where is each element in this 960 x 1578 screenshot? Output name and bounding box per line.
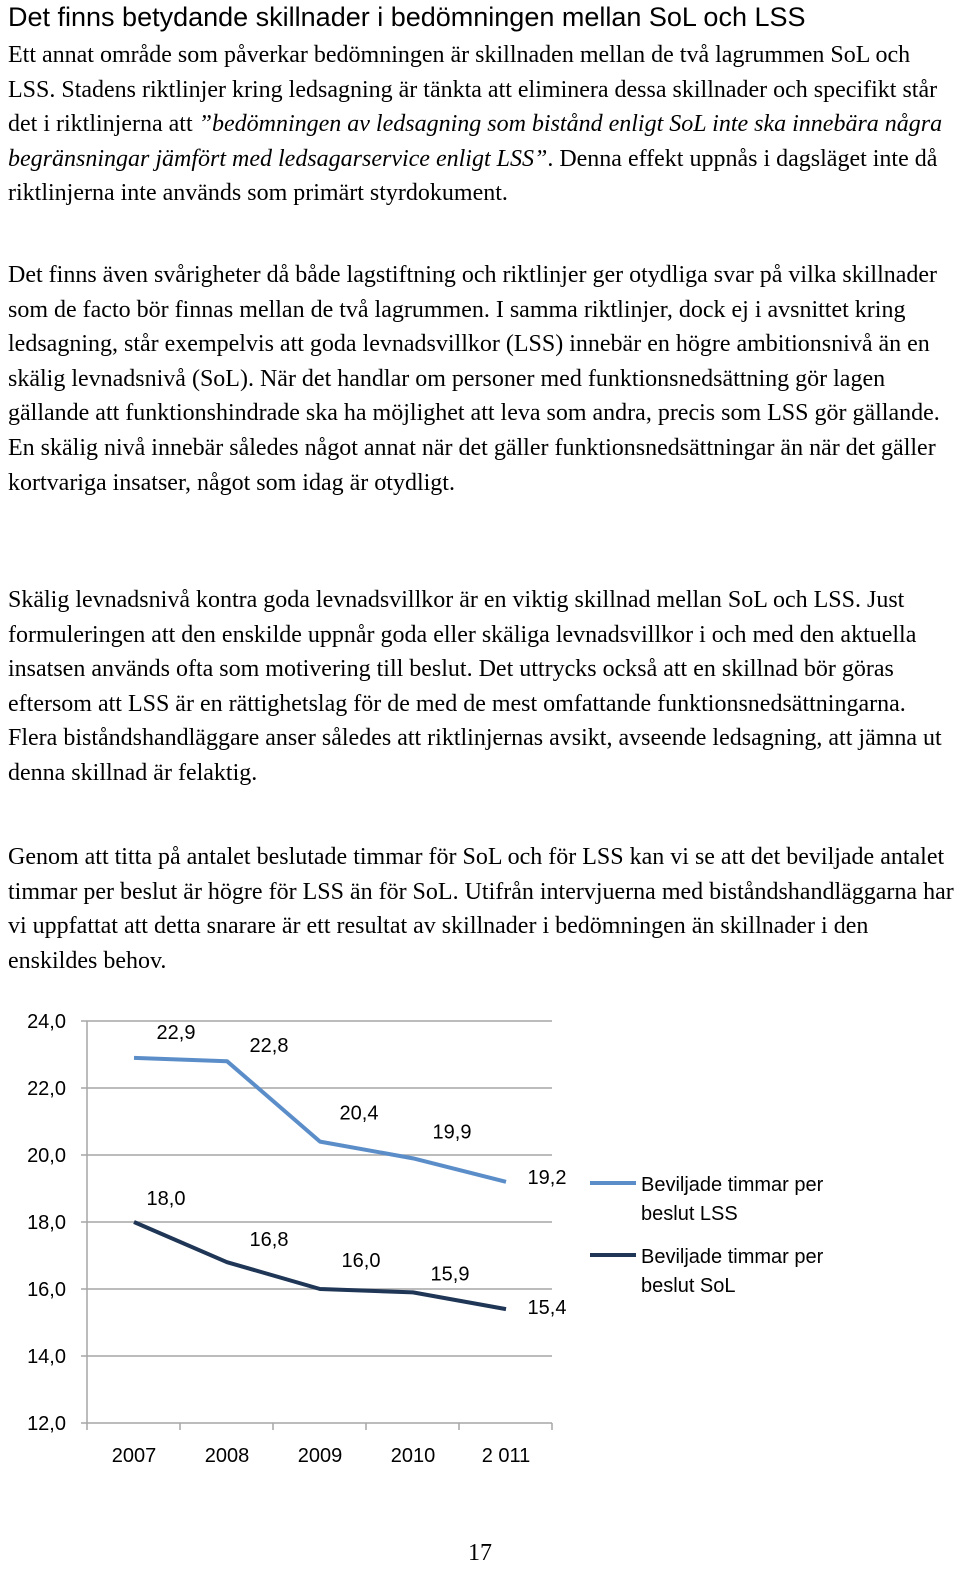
legend-label: beslut SoL	[641, 1275, 736, 1297]
x-tick-label: 2010	[390, 1445, 436, 1467]
y-tick-label: 16,0	[27, 1279, 66, 1301]
page-number: 17	[468, 1540, 492, 1566]
paragraph-1-text-b: . Denna effekt uppnås i dagsläget inte då riktlinjerna inte används som primärt styrdokument.	[8, 145, 938, 207]
data-label: 19,2	[527, 1166, 567, 1189]
data-label: 18,0	[146, 1188, 186, 1210]
y-tick-label: 14,0	[27, 1346, 66, 1368]
data-label: 22,8	[249, 1035, 289, 1058]
data-label: 16,0	[341, 1250, 381, 1272]
legend-label: beslut LSS	[641, 1203, 738, 1225]
y-tick-label: 20,0	[27, 1145, 66, 1167]
x-tick-label: 2007	[111, 1445, 157, 1467]
y-tick-label: 24,0	[27, 1011, 66, 1033]
y-tick-label: 12,0	[27, 1413, 66, 1435]
legend-label: Beviljade timmar per	[641, 1174, 824, 1196]
legend-label: Beviljade timmar per	[641, 1246, 824, 1268]
data-label: 16,8	[249, 1229, 289, 1252]
data-label: 19,9	[432, 1121, 472, 1144]
paragraph-1	[8, 38, 956, 211]
series-line	[134, 1058, 506, 1182]
x-tick-label: 2009	[297, 1445, 343, 1467]
y-tick-label: 22,0	[27, 1078, 66, 1100]
data-label: 22,9	[156, 1021, 196, 1044]
data-label: 15,4	[527, 1297, 567, 1320]
x-tick-label: 2008	[204, 1445, 250, 1467]
x-tick-label: 2 011	[481, 1445, 531, 1467]
paragraph-2: Det finns även svårigheter då både lagstiftning och riktlinjer ger otydliga svar på vilka skillnader som de facto bör finnas mellan de två lagrummen. I samma riktlinjer, dock ej i avsnittet kring ledsagning, står exempelvis att goda levnadsvillkor (LSS) innebär en högre ambitionsnivå än en skälig levnadsnivå (SoL). När det handlar om personer med funktionsnedsättning gör lagen gällande att funktionshindrade ska ha möjlighet att leva som andra, precis som LSS gör gällande. En skälig nivå innebär således något annat när det gäller funktionsnedsättningar än när det gäller kortvariga insatser, något som idag är otydligt.	[8, 262, 940, 496]
section-heading: Det finns betydande skillnader i bedömningen mellan SoL och LSS	[8, 2, 806, 32]
data-label: 15,9	[430, 1263, 470, 1286]
paragraph-1-text-a: Ett annat område som påverkar bedömningen är skillnaden mellan de två lagrummen SoL och LSS. Stadens riktlinjer kring ledsagning är tänkta att eliminera dessa skillnader och specifikt står det i riktlinjerna att	[8, 42, 938, 138]
paragraph-1-quote: ”bedömningen av ledsagning som bistånd enligt SoL inte ska innebära några begränsningar jämfört med ledsagarservice enligt LSS”	[8, 111, 943, 172]
paragraph-3: Skälig levnadsnivå kontra goda levnadsvillkor är en viktig skillnad mellan SoL och LSS. Just formuleringen att den enskilde uppnår goda eller skäliga levnadsvillkor i och med den aktuella insatsen används ofta som motivering till beslut. Det uttrycks också att en skillnad bör göras eftersom att LSS är en rättighetslag för de med de mest omfattande funktionsnedsättningarna. Flera biståndshandläggare anser således att riktlinjernas avsikt, avseende ledsagning, att jämna ut denna skillnad är felaktig.	[8, 587, 942, 786]
y-tick-label: 18,0	[27, 1212, 66, 1234]
paragraph-4: Genom att titta på antalet beslutade timmar för SoL och för LSS kan vi se att det beviljade antalet timmar per beslut är högre för LSS än för SoL. Utifrån intervjuerna med biståndshandläggarna har vi uppfattat att detta snarare är ett resultat av skillnader i bedömningen än skillnader i den enskildes behov.	[8, 844, 954, 974]
data-label: 20,4	[339, 1102, 379, 1125]
line-chart	[0, 995, 960, 1525]
